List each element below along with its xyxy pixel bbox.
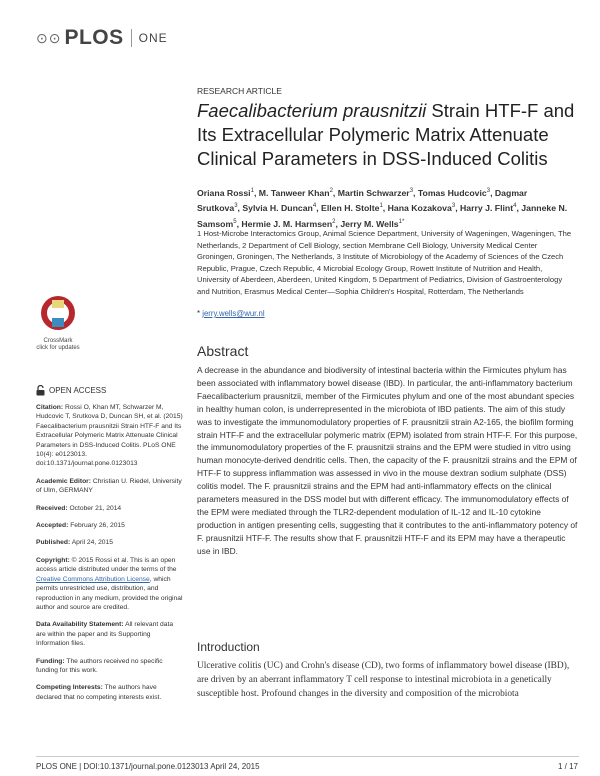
abstract-text: A decrease in the abundance and biodiversity of intestinal bacteria within the Firmicutes phylum has been associated with inflammatory bowel disease (IBD). In particular, the anti-inflammatory bacterium Faecalibacterium prausnitzii, member of the Firmicutes phylum and one of the most abundant species in healthy human colon, is underrepresented in the microbiota of IBD patients. The aim of this study was to investigate the immunomodulatory properties of F. prausnitzii strain A2-165, the biofilm forming strain HTF-F and the extracellular polymeric matrix (EPM) isolated from strain HTF-F. For this purpose, the immunomodulatory properties of the F. prausnitzii strains and the EPM were studied in vitro using human monocyte-derived dendritic cells. Then, the capacity of the F. prausnitzii strains and the EPM of HTF-F to suppress inflammation was assessed in vivo in the mouse dextran sodium sulphate (DSS) colitis model. The F. prausnitzii strains and the EPM had anti-inflammatory effects on the clinical parameters measured in the DSS model but with different efficacy. The immunomodulatory effects of the EPM were mediated through the TLR2-dependent modulation of IL-12 and IL-10 cytokine production in antigen presenting cells, suggesting that it contributes to the anti-inflammatory potency of F. prausnitzii HTF-F. The results show that F. prausnitzii HTF-F and its EPM may have a therapeutic use in IBD. bbox=[197, 365, 578, 556]
data-availability-label: Data Availability Statement: bbox=[36, 621, 124, 629]
author-affiliation-mark: 4 bbox=[513, 203, 517, 210]
open-lock-icon bbox=[36, 385, 45, 396]
funding-label: Funding: bbox=[36, 657, 65, 665]
copyright-text-cont: , which permits unrestricted use, distribution, and reproduction in any medium, provided the original author and source are credited. bbox=[36, 575, 183, 611]
received-block bbox=[36, 504, 184, 513]
received-date: October 21, 2014 bbox=[69, 504, 122, 512]
title-italic: Faecalibacterium prausnitzii bbox=[197, 100, 427, 121]
open-access-label: OPEN ACCESS bbox=[49, 386, 107, 395]
article-title bbox=[197, 99, 577, 171]
plos-logo-icon: ⊙⊙ bbox=[36, 29, 62, 46]
crossmark-label: CrossMark bbox=[43, 338, 73, 344]
funding-block bbox=[36, 657, 184, 676]
introduction-text: Ulcerative colitis (UC) and Crohn's disease (CD), two forms of inflammatory bowel disease (IBD), are driven by an aberrant inflammatory T cell response to intestinal microbiota in a genetically susceptible host. Profound changes in the diversity and composition of the microbiota bbox=[197, 661, 570, 699]
competing-interests-label: Competing Interests: bbox=[36, 684, 103, 692]
author-name: Tomas Hudcovic$^3$ bbox=[417, 187, 491, 198]
accepted-label: Accepted: bbox=[36, 522, 69, 530]
title-rest: Strain HTF-F and Its Extracellular Polymeric Matrix Attenuate Clinical Parameters in DSS-Induced Colitis bbox=[197, 100, 575, 169]
crossmark-badge[interactable] bbox=[36, 295, 80, 352]
published-label: Published: bbox=[36, 539, 71, 547]
author-affiliation-mark: 4 bbox=[312, 203, 317, 210]
introduction-heading: Introduction bbox=[197, 640, 260, 654]
correspondence bbox=[197, 309, 265, 318]
published-date: April 24, 2015 bbox=[71, 539, 113, 547]
footer-divider bbox=[36, 756, 579, 757]
correspondence-email-link[interactable]: jerry.wells@wur.nl bbox=[202, 309, 265, 318]
citation-label: Citation: bbox=[36, 404, 64, 411]
data-availability-block bbox=[36, 620, 184, 648]
license-link[interactable]: Creative Commons Attribution License bbox=[36, 575, 150, 583]
author-affiliation-mark: 2 bbox=[329, 188, 333, 194]
copyright-block bbox=[36, 556, 184, 612]
accepted-date: February 26, 2015 bbox=[70, 522, 125, 530]
affiliations: 1 Host-Microbe Interactomics Group, Animal Science Department, University of Wageningen, Wageningen, The Netherlands, 2 Department of Cell Biology, section Membrane Cell Biology, University Medical Center Groningen, Groningen, The Netherlands, 3 Institute of Microbiology of the Academy of Sciences of the Czech Republic, Prague, Czech Republic, 4 Microbial Ecology Group, Rowett Institute of Nutrition and Health, University of Aberdeen, Aberdeen, United Kingdom, 5 Department of Pediatrics, Division of Gastroenterology and Nutrition, Erasmus Medical Center—Sophia Children's Hospital, Rotterdam, The Netherlands bbox=[197, 229, 572, 296]
received-label: Received: bbox=[36, 504, 68, 512]
article-info-sidebar bbox=[36, 403, 184, 710]
copyright-label: Copyright: bbox=[36, 556, 70, 564]
author-name: Sylvia H. Duncan$^4$ bbox=[242, 203, 317, 214]
author-affiliation-mark: 1 bbox=[250, 188, 254, 194]
crossmark-icon bbox=[38, 295, 78, 333]
author-name: Janneke N. Samsom$^5$ bbox=[197, 203, 568, 229]
author-name: Harry J. Flint$^4$ bbox=[460, 203, 517, 214]
author-name: Martin Schwarzer$^3$ bbox=[337, 187, 414, 198]
author-name: Ellen H. Stolte$^1$ bbox=[321, 203, 383, 214]
funding-text: The authors received no specific funding for this work. bbox=[36, 657, 163, 674]
logo-divider bbox=[131, 29, 132, 47]
accepted-block bbox=[36, 521, 184, 530]
open-access-badge bbox=[36, 385, 106, 396]
author-affiliation-mark: 1* bbox=[398, 218, 405, 225]
author-name: Dagmar Srutkova$^3$ bbox=[197, 187, 528, 214]
author-affiliation-mark: 3 bbox=[486, 188, 491, 194]
footer-citation: PLOS ONE | DOI:10.1371/journal.pone.0123013 April 24, 2015 bbox=[36, 762, 260, 771]
author-name: Jerry M. Wells$^{1*}$ bbox=[340, 218, 405, 229]
data-availability-text: All relevant data are within the paper and its Supporting Information files. bbox=[36, 621, 174, 648]
article-type: RESEARCH ARTICLE bbox=[197, 86, 282, 96]
editor-text: Christian U. Riedel, University of Ulm, GERMANY bbox=[36, 477, 182, 495]
author-affiliation-mark: 5 bbox=[233, 218, 237, 225]
journal-logo bbox=[36, 26, 168, 50]
competing-interests-text: The authors have declared that no competing interests exist. bbox=[36, 684, 162, 701]
author-name: Hana Kozakova$^3$ bbox=[387, 203, 456, 214]
page-number: 1 / 17 bbox=[557, 762, 578, 771]
editor-block bbox=[36, 477, 184, 496]
author-name: Oriana Rossi$^1$ bbox=[197, 187, 254, 198]
author-list: Oriana Rossi$^1$, M. Tanweer Khan$^2$, Martin Schwarzer$^3$, Tomas Hudcovic$^3$, Dagmar Srutkova$^3$, Sylvia H. Duncan$^4$, Ellen H. Stolte$^1$, Hana Kozakova$^3$, Harry J. Flint$^4$, Janneke N. Samsom$^5$, Hermie J. M. Harmsen$^2$, Jerry M. Wells$^{1*}$ bbox=[197, 187, 568, 229]
author-name: M. Tanweer Khan$^2$ bbox=[258, 187, 333, 198]
published-block bbox=[36, 538, 184, 547]
author-affiliation-mark: 3 bbox=[409, 188, 414, 194]
correspondence-symbol: * bbox=[197, 309, 201, 318]
crossmark-caption: click for updates bbox=[36, 345, 80, 351]
citation-text: Rossi O, Khan MT, Schwarzer M, Hudcovic T, Srutkova D, Duncan SH, et al. (2015) Faecalibacterium prausnitzii Strain HTF-F and Its Extracellular Polymeric Matrix Attenuate Clinical Parameters in DSS-Induced Colitis. PLoS ONE 10(4): e0123013. doi:10.1371/journal.pone.0123013 bbox=[36, 404, 183, 468]
abstract-heading: Abstract bbox=[197, 343, 249, 359]
author-name: Hermie J. M. Harmsen$^2$ bbox=[241, 218, 336, 229]
competing-interests-block bbox=[36, 683, 184, 702]
logo-journal: ONE bbox=[138, 31, 168, 45]
author-affiliation-mark: 3 bbox=[451, 203, 456, 210]
copyright-text: © 2015 Rossi et al. This is an open access article distributed under the terms of the bbox=[36, 556, 177, 574]
author-affiliation-mark: 2 bbox=[332, 218, 336, 225]
author-affiliation-mark: 3 bbox=[234, 203, 238, 210]
author-affiliation-mark: 1 bbox=[379, 203, 383, 210]
citation-block bbox=[36, 403, 184, 469]
editor-label: Academic Editor: bbox=[36, 477, 91, 485]
logo-word: PLOS bbox=[64, 26, 124, 49]
